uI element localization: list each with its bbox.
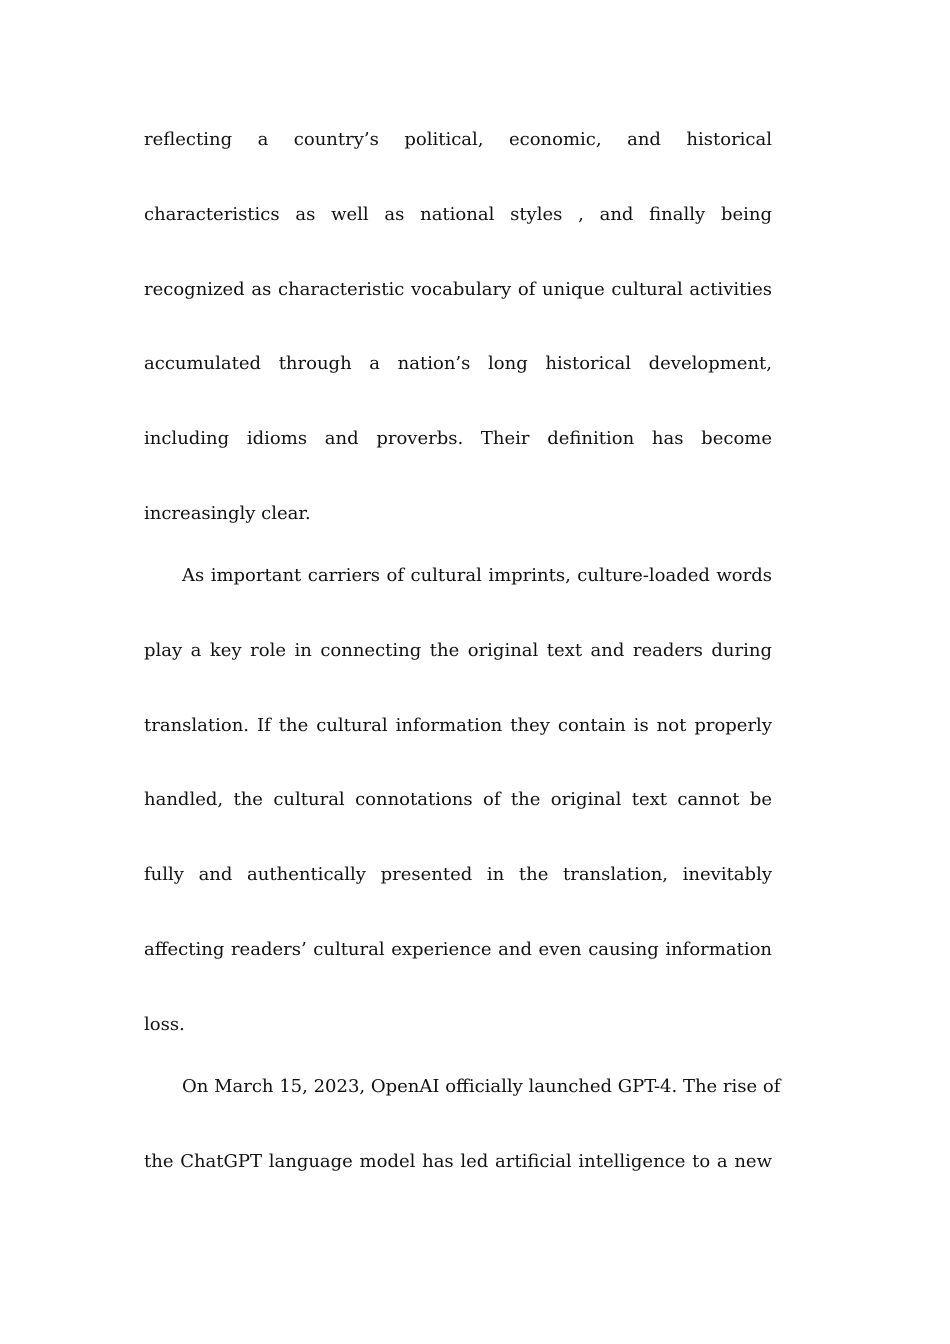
paragraph-1-line-2: characteristics as well as national styles , and finally being xyxy=(144,204,772,225)
paragraph-2-line-1: As important carriers of cultural imprints, culture-loaded words xyxy=(182,565,772,586)
paragraph-2-line-5: fully and authentically presented in the translation, inevitably xyxy=(144,864,772,885)
paragraph-1-line-6: increasingly clear. xyxy=(144,503,311,524)
paragraph-1-line-3: recognized as characteristic vocabulary of unique cultural activities xyxy=(144,279,772,300)
paragraph-1-line-5: including idioms and proverbs. Their definition has become xyxy=(144,428,772,449)
paragraph-2-line-6: affecting readers’ cultural experience and even causing information xyxy=(144,939,772,960)
paragraph-2-line-2: play a key role in connecting the original text and readers during xyxy=(144,640,772,661)
paragraph-2-line-4: handled, the cultural connotations of the original text cannot be xyxy=(144,789,772,810)
paragraph-3-line-1: On March 15, 2023, OpenAI officially launched GPT-4. The rise of xyxy=(182,1076,781,1097)
paragraph-2-line-3: translation. If the cultural information they contain is not properly xyxy=(144,715,772,736)
paragraph-2-line-7: loss. xyxy=(144,1014,185,1035)
paragraph-1-line-4: accumulated through a nation’s long historical development, xyxy=(144,353,772,374)
paragraph-3-line-2: the ChatGPT language model has led artificial intelligence to a new xyxy=(144,1151,772,1172)
paragraph-1-line-1: reflecting a country’s political, economic, and historical xyxy=(144,129,772,150)
